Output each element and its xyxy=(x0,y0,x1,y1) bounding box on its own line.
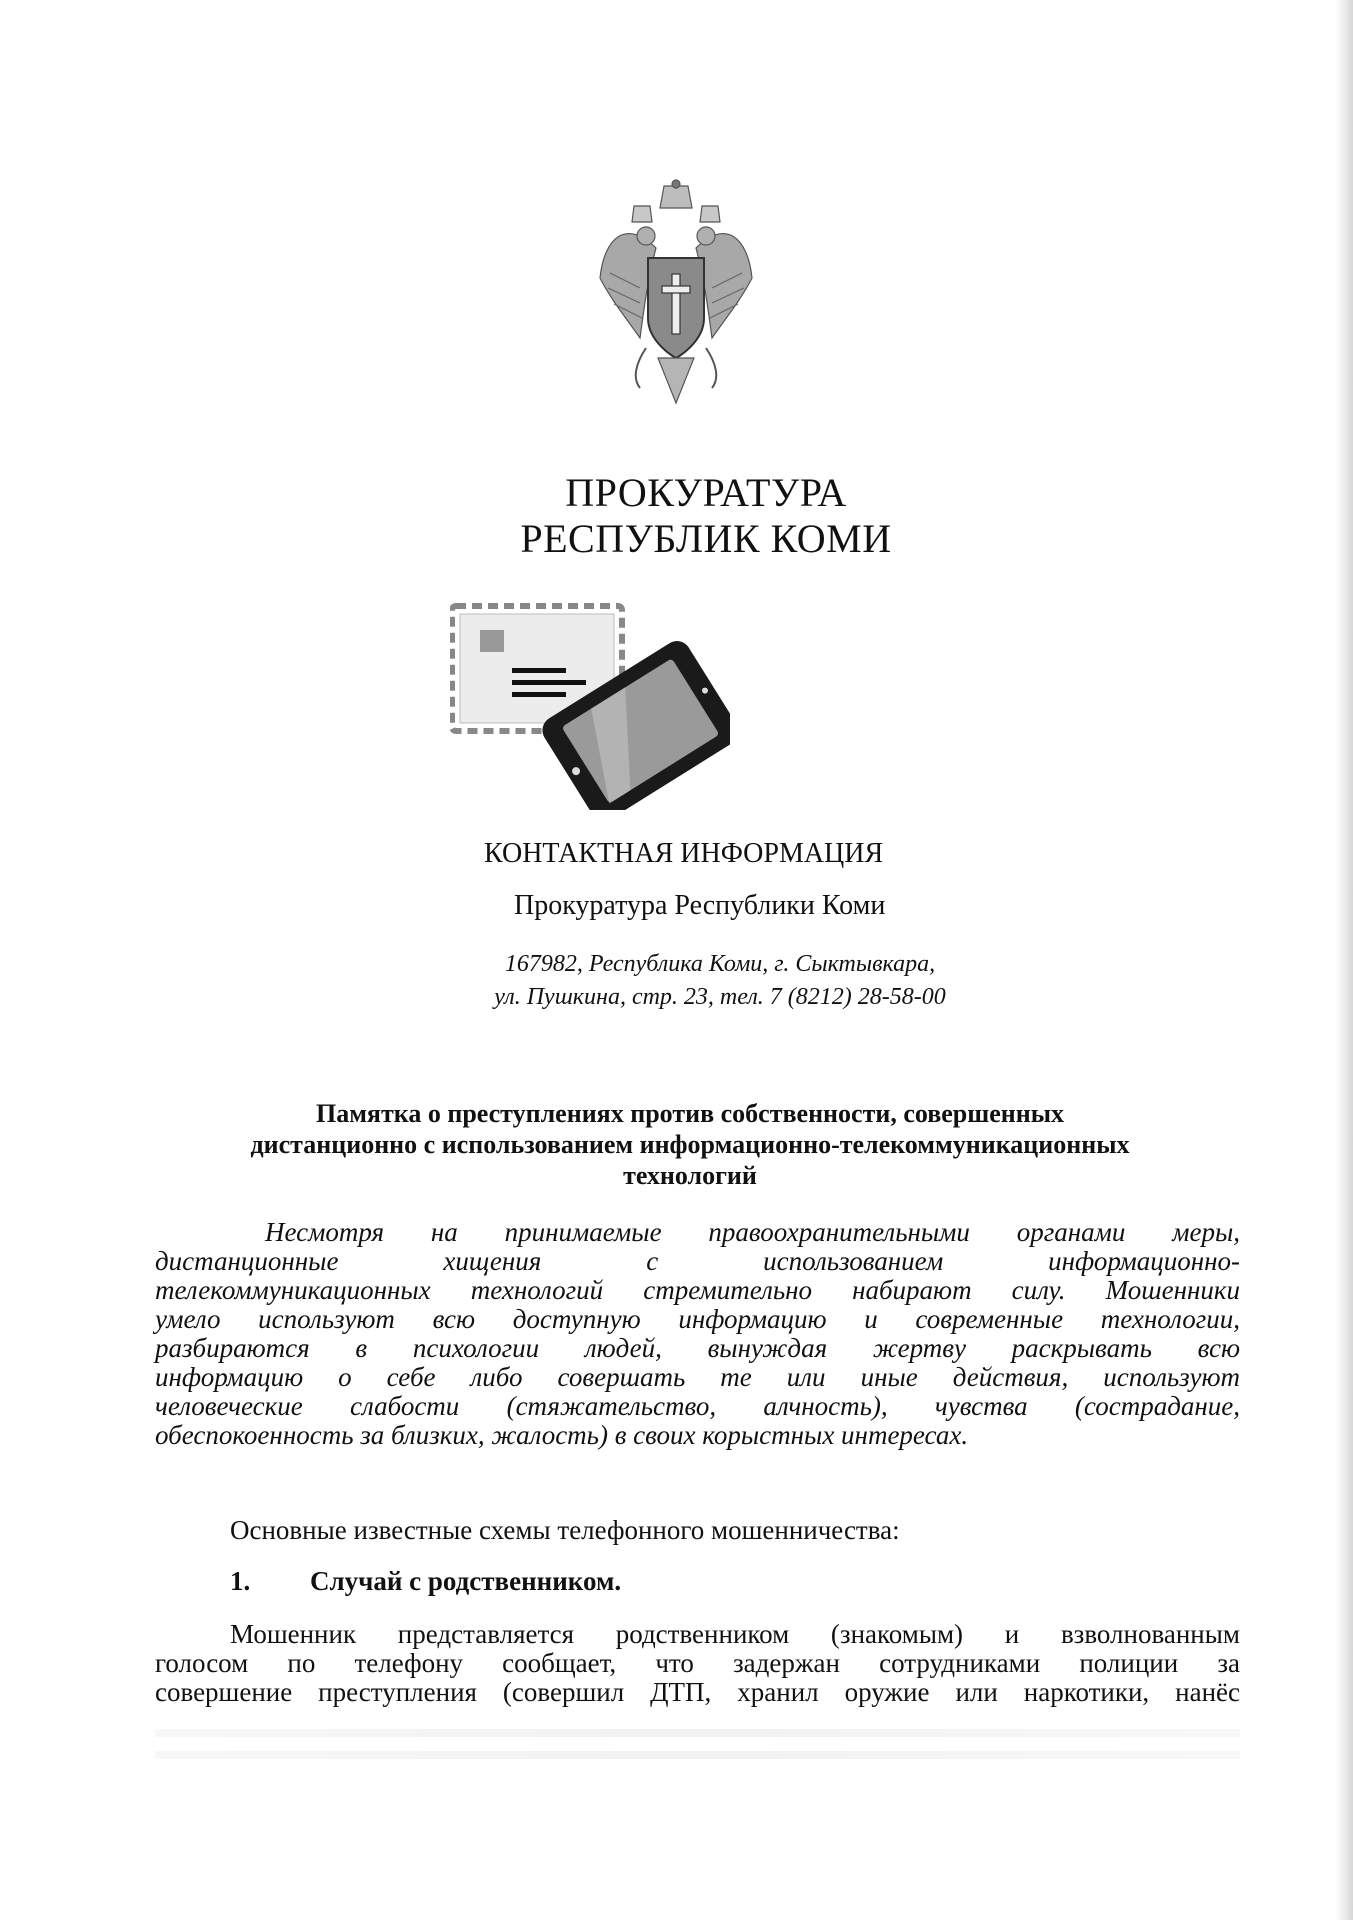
scan-edge-shadow xyxy=(1335,0,1353,1920)
intro-paragraph xyxy=(155,1218,1240,1450)
intro-line: Несмотря на принимаемые правоохранительными органами меры, xyxy=(265,1217,1240,1247)
body-line: совершение преступления (совершил ДТП, хранил оружие или наркотики, нанёс xyxy=(155,1677,1240,1707)
intro-line: разбираются в психологии людей, вынуждая жертву раскрывать всю xyxy=(155,1333,1240,1363)
scheme-item-1-number: 1. xyxy=(230,1566,251,1596)
memo-title-line3: технологий xyxy=(623,1161,757,1190)
address-line2: ул. Пушкина, стр. 23, тел. 7 (8212) 28-58-00 xyxy=(494,984,946,1010)
faded-bleedthrough xyxy=(155,1715,1240,1785)
intro-line: обеспокоенность за близких, жалость) в своих корыстных интересах. xyxy=(155,1420,969,1450)
scheme-item-1-heading xyxy=(230,1566,621,1597)
body-line: голосом по телефону сообщает, что задержан сотрудниками полиции за xyxy=(155,1648,1240,1678)
contact-heading: КОНТАКТНАЯ ИНФОРМАЦИЯ xyxy=(484,838,884,869)
intro-line: дистанционные хищения с использованием информационно- xyxy=(155,1246,1240,1276)
schemes-intro: Основные известные схемы телефонного мошенничества: xyxy=(230,1515,900,1545)
intro-line: информацию о себе либо совершать те или иные действия, используют xyxy=(155,1362,1240,1392)
scheme-item-1-title: Случай с родственником. xyxy=(310,1566,622,1596)
scheme-item-1-body xyxy=(155,1620,1240,1707)
intro-line: умело используют всю доступную информацию и современные технологии, xyxy=(155,1304,1240,1334)
memo-title-line1: Памятка о преступлениях против собственности, совершенных xyxy=(315,1099,1065,1128)
memo-title-line2: дистанционно с использованием информационно-телекоммуникационных xyxy=(250,1130,1130,1159)
envelope-phone-icon xyxy=(450,600,730,810)
contact-address xyxy=(460,948,980,1014)
intro-line: телекоммуникационных технологий стремительно набирают силу. Мошенники xyxy=(155,1275,1240,1305)
contact-org: Прокуратура Республики Коми xyxy=(514,890,886,921)
org-title xyxy=(476,470,936,562)
memo-title xyxy=(150,1098,1230,1191)
org-title-line1: ПРОКУРАТУРА xyxy=(565,470,847,515)
org-title-line2: РЕСПУБЛИК КОМИ xyxy=(520,516,892,561)
prosecutor-emblem-icon xyxy=(596,178,756,413)
intro-line: человеческие слабости (стяжательство, алчность), чувства (сострадание, xyxy=(155,1391,1240,1421)
address-line1: 167982, Республика Коми, г. Сыктывкара, xyxy=(504,951,936,977)
body-line: Мошенник представляется родственником (знакомым) и взволнованным xyxy=(230,1619,1240,1649)
